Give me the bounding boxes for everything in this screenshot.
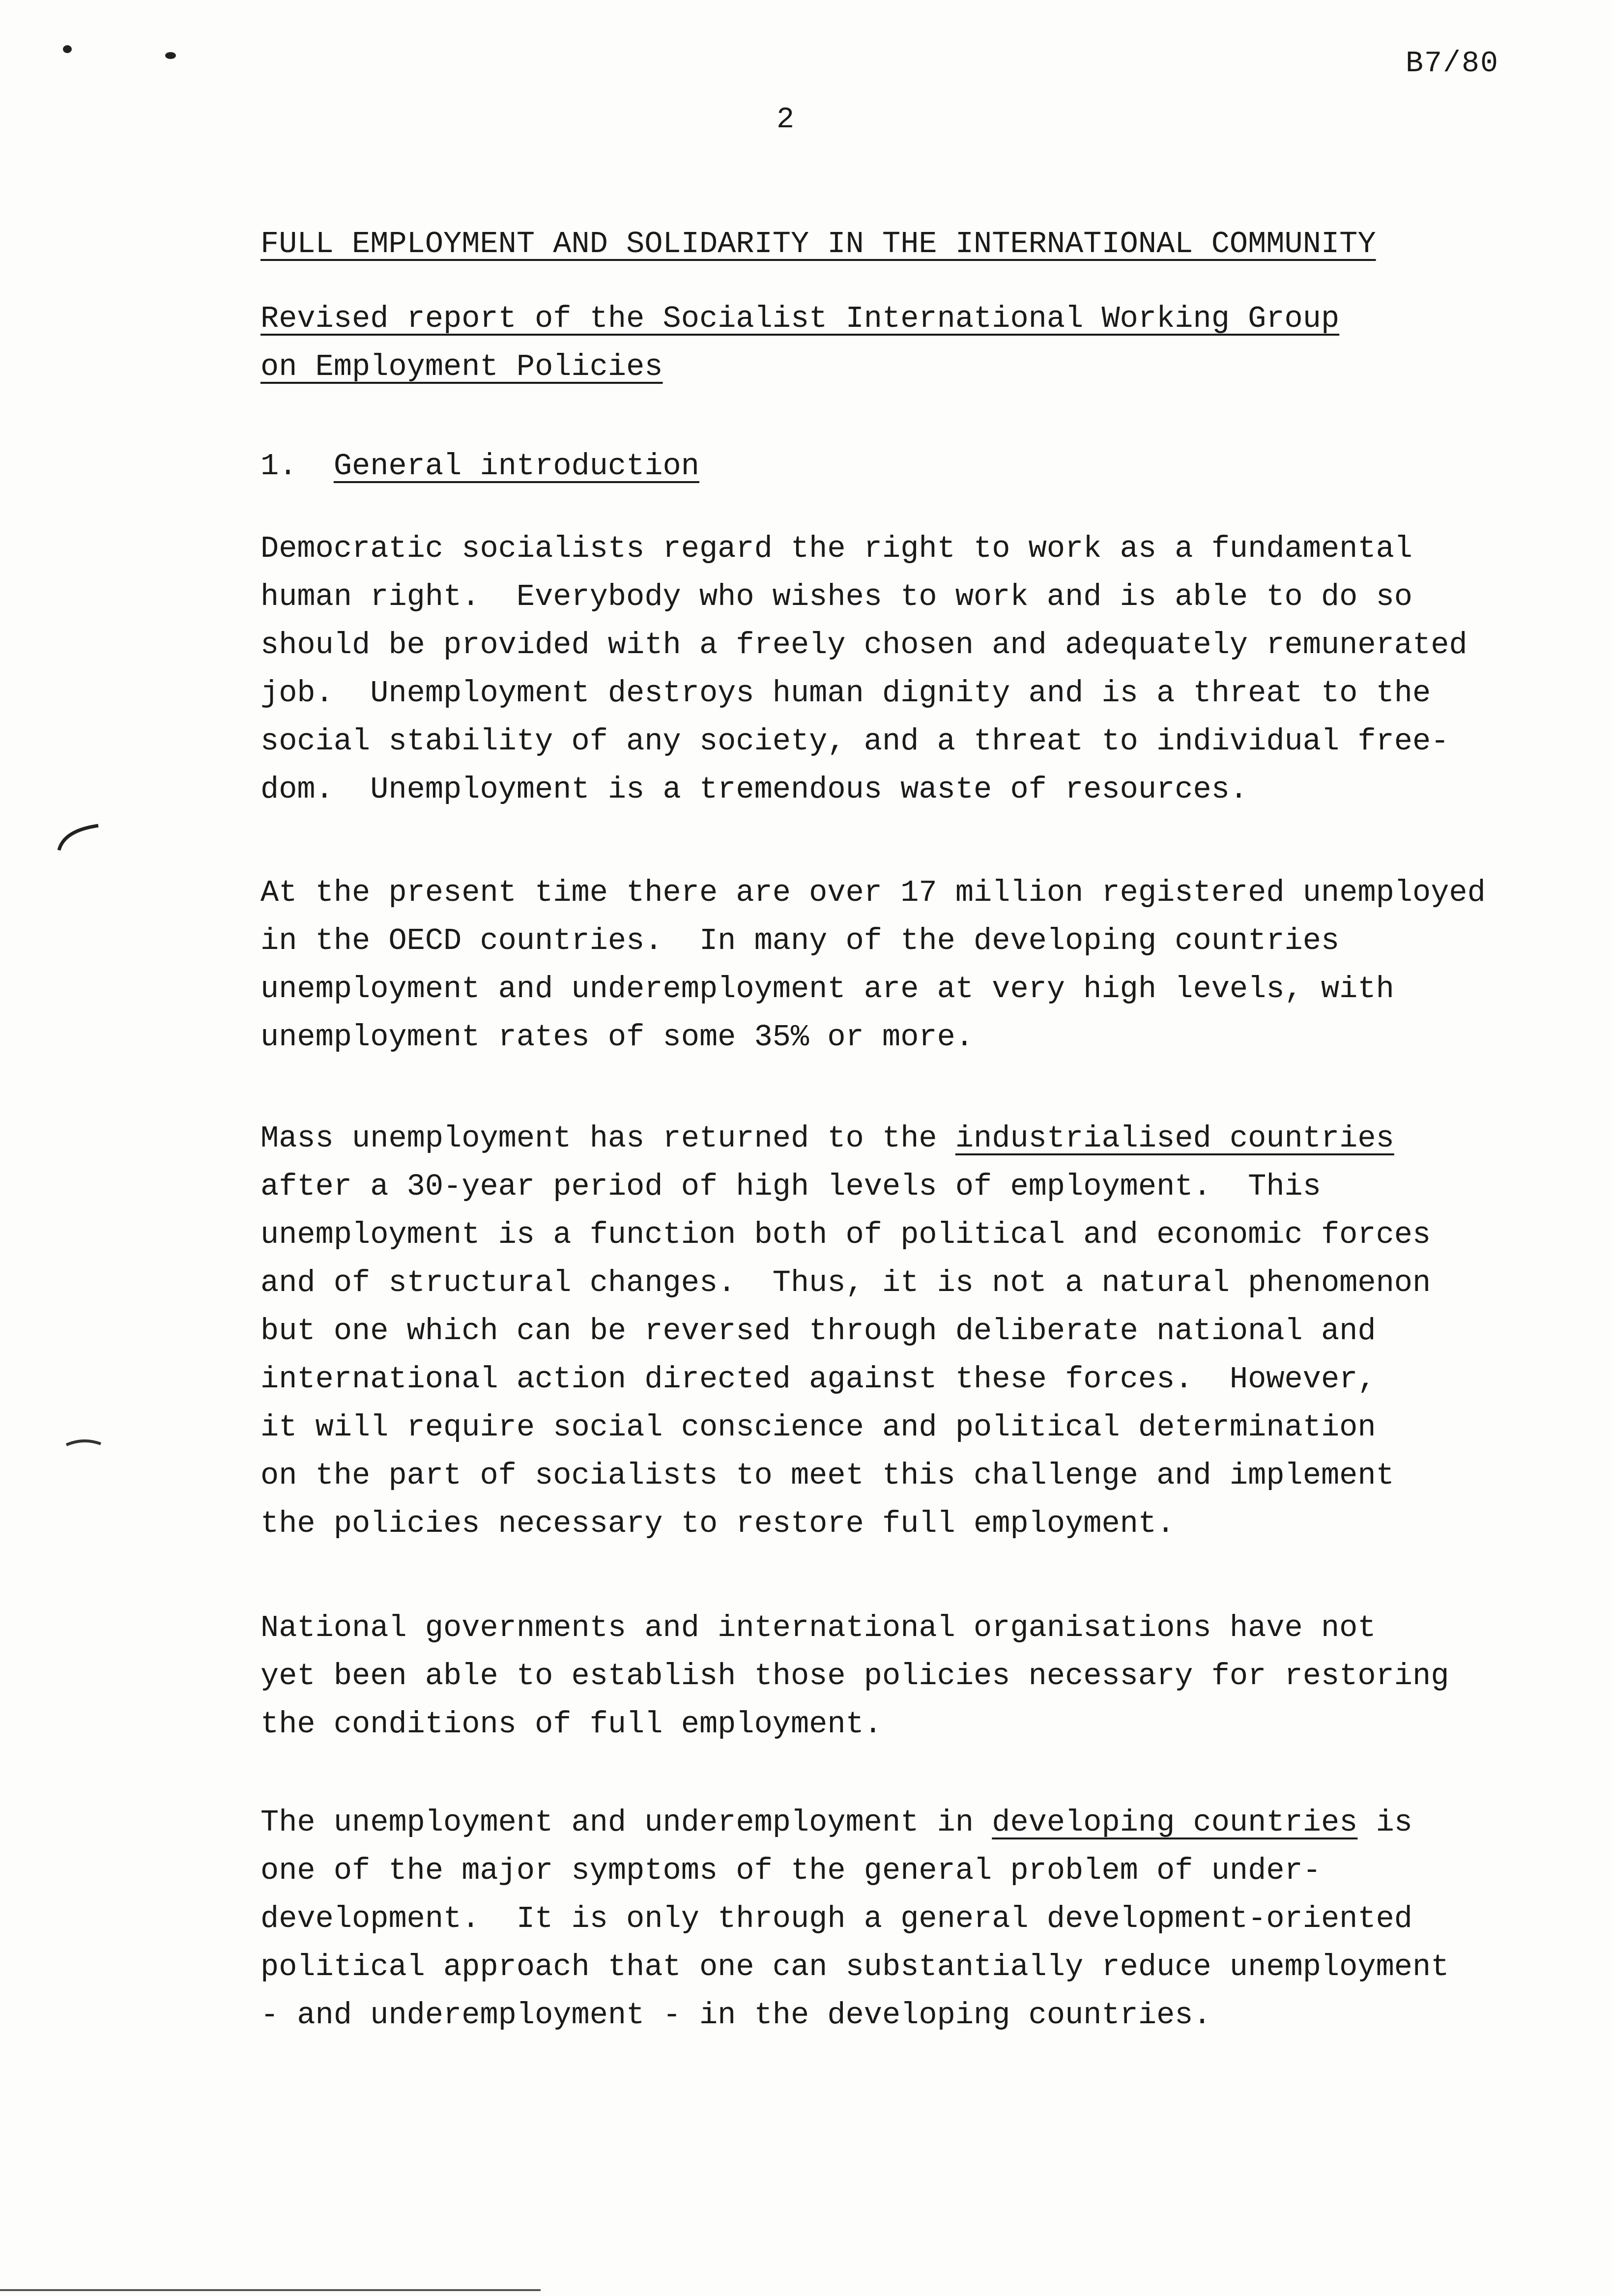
paragraph bbox=[260, 1604, 1587, 1749]
text-line: but one which can be reversed through deliberate national and bbox=[260, 1314, 1376, 1349]
text-line: Democratic socialists regard the right to work as a fundamental bbox=[260, 531, 1412, 566]
paragraph bbox=[260, 869, 1587, 1062]
section-number: 1. bbox=[260, 449, 297, 484]
paragraph bbox=[260, 1115, 1587, 1548]
text-line: is bbox=[1357, 1805, 1412, 1840]
scan-margin-mark bbox=[54, 816, 108, 865]
text-line: unemployment is a function both of political and economic forces bbox=[260, 1217, 1431, 1252]
page-number: 2 bbox=[777, 103, 795, 137]
scan-margin-mark bbox=[64, 1435, 103, 1450]
text-line: development. It is only through a general development-oriented bbox=[260, 1901, 1412, 1936]
text-line: At the present time there are over 17 million registered unemployed bbox=[260, 875, 1486, 910]
document-subtitle bbox=[260, 295, 1587, 391]
text-line: job. Unemployment destroys human dignity and is a threat to the bbox=[260, 676, 1431, 711]
text-line: the conditions of full employment. bbox=[260, 1707, 883, 1742]
text-line: yet been able to establish those policies necessary for restoring bbox=[260, 1659, 1449, 1693]
text-line: - and underemployment - in the developing countries. bbox=[260, 1998, 1211, 2033]
bottom-edge-rule bbox=[0, 2289, 541, 2291]
text-line: should be provided with a freely chosen and adequately remunerated bbox=[260, 628, 1468, 662]
scan-speck-mark bbox=[165, 52, 176, 59]
text-line: Mass unemployment has returned to the bbox=[260, 1121, 955, 1156]
section-title: General introduction bbox=[333, 449, 699, 484]
text-line: human right. Everybody who wishes to work and is able to do so bbox=[260, 579, 1412, 614]
text-line: political approach that one can substantially reduce unemployment bbox=[260, 1950, 1449, 1984]
text-line: on the part of socialists to meet this challenge and implement bbox=[260, 1458, 1394, 1493]
subtitle-line: on Employment Policies bbox=[260, 349, 663, 384]
text-line: the policies necessary to restore full employment. bbox=[260, 1506, 1175, 1541]
text-line: unemployment and underemployment are at very high levels, with bbox=[260, 972, 1394, 1006]
text-line: unemployment rates of some 35% or more. bbox=[260, 1020, 974, 1055]
subtitle-line: Revised report of the Socialist International Working Group bbox=[260, 301, 1340, 336]
text-line: after a 30-year period of high levels of employment. This bbox=[260, 1169, 1321, 1204]
text-line: The unemployment and underemployment in bbox=[260, 1805, 992, 1840]
scan-speck-mark bbox=[63, 45, 72, 53]
text-line: social stability of any society, and a threat to individual free- bbox=[260, 724, 1449, 759]
text-line: dom. Unemployment is a tremendous waste of resources. bbox=[260, 772, 1248, 807]
paragraph bbox=[260, 1799, 1587, 2039]
document-title bbox=[260, 220, 1587, 268]
text-line: international action directed against these forces. However, bbox=[260, 1362, 1376, 1397]
text-line: and of structural changes. Thus, it is not a natural phenomenon bbox=[260, 1265, 1431, 1300]
paragraph bbox=[260, 525, 1587, 814]
document-reference: B7/80 bbox=[1406, 47, 1499, 81]
underlined-phrase: developing countries bbox=[992, 1805, 1358, 1840]
section-heading bbox=[260, 442, 1587, 490]
text-line: National governments and international organisations have not bbox=[260, 1610, 1376, 1645]
text-line: it will require social conscience and political determination bbox=[260, 1410, 1376, 1445]
text-line: one of the major symptoms of the general problem of under- bbox=[260, 1853, 1321, 1888]
document-title-text: FULL EMPLOYMENT AND SOLIDARITY IN THE INTERNATIONAL COMMUNITY bbox=[260, 227, 1376, 261]
text-line: in the OECD countries. In many of the developing countries bbox=[260, 923, 1340, 958]
underlined-phrase: industrialised countries bbox=[955, 1121, 1394, 1156]
